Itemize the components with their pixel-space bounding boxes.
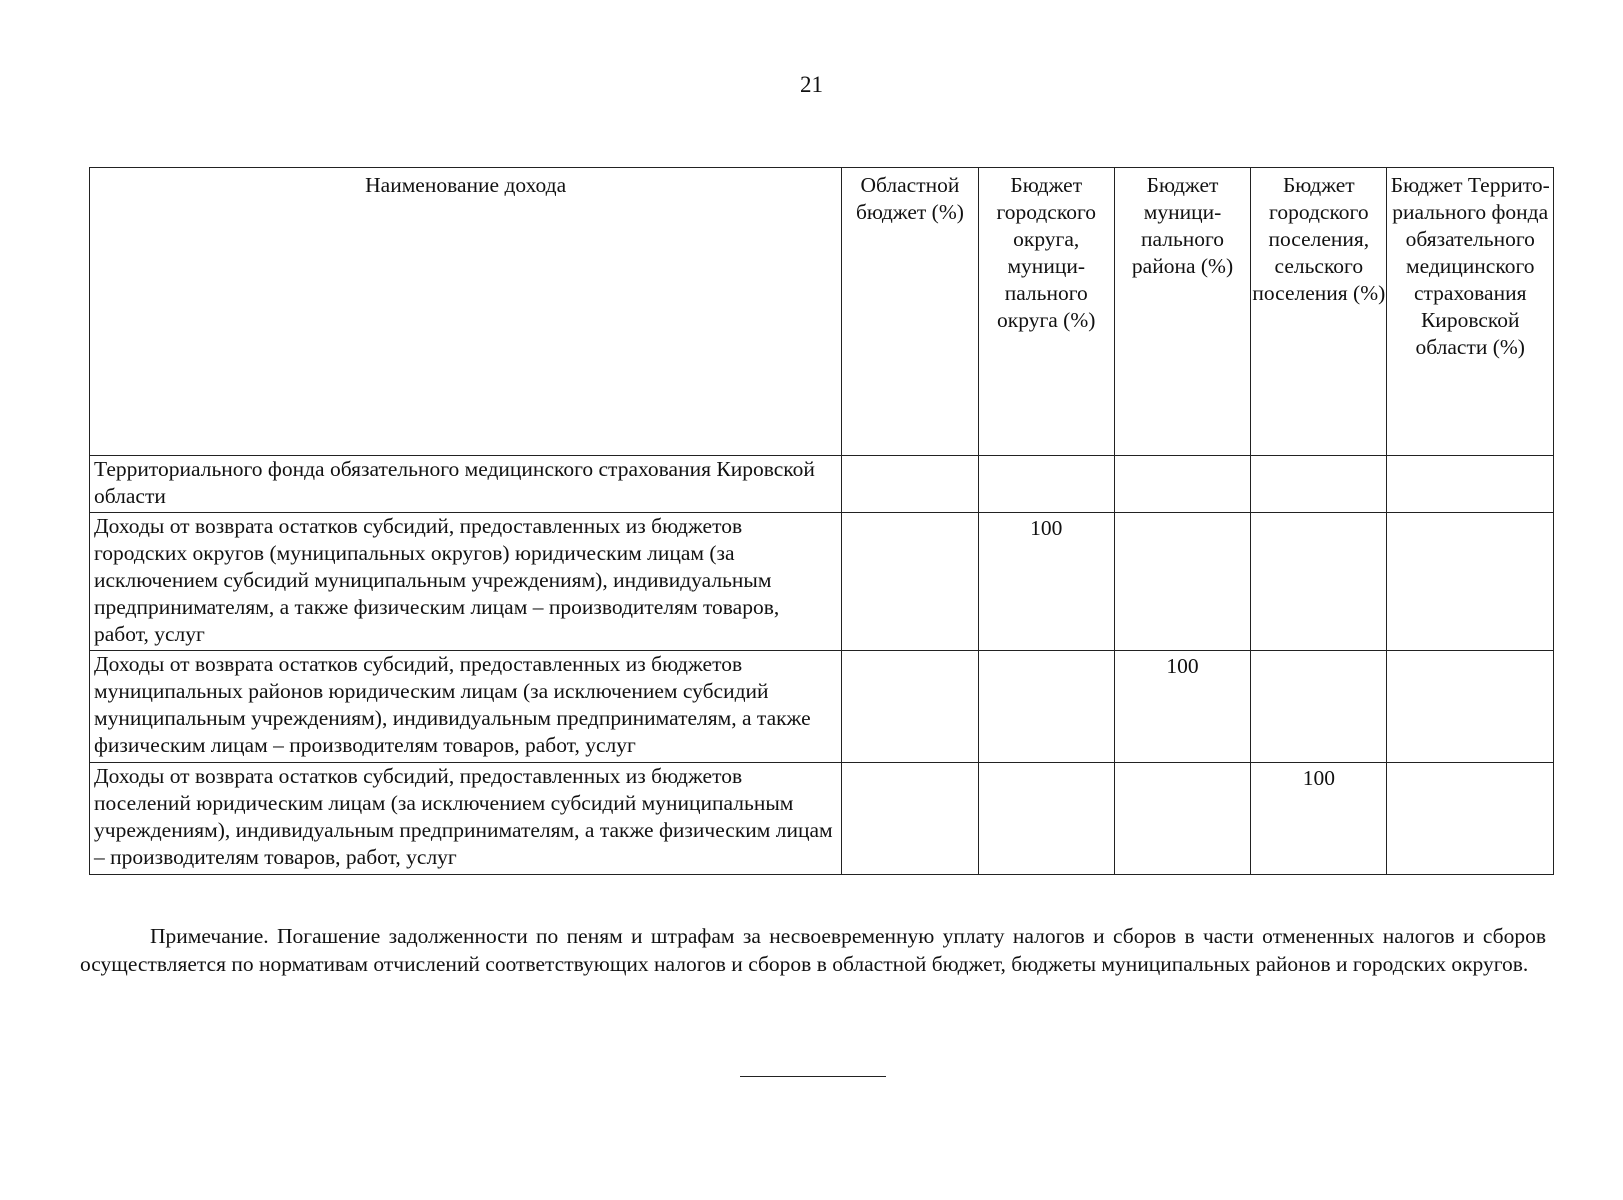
table-row xyxy=(90,456,1554,513)
value-cell xyxy=(1114,763,1250,875)
end-divider xyxy=(740,1076,886,1077)
value-cell xyxy=(1387,456,1554,513)
income-name-cell: Доходы от возврата остатков субсидий, предоставленных из бюджетов поселений юридическим лицам (за исключением субсидий муниципальным учреждениям), индивидуальным предпринимателям, а также физическим лицам – производителям товаров, работ, услуг xyxy=(90,763,842,875)
value-cell xyxy=(1251,513,1387,651)
value-cell: 100 xyxy=(978,513,1114,651)
income-name-cell: Доходы от возврата остатков субсидий, предоставленных из бюджетов городских округов (муниципальных округов) юридическим лицам (за исключением субсидий муниципальным учреждениям), индивидуальным предпринимателям, а также физическим лицам – производителям товаров, работ, услуг xyxy=(90,513,842,651)
value-cell xyxy=(1387,513,1554,651)
value-cell xyxy=(978,763,1114,875)
header-medical-insurance-fund-budget: Бюджет Террито-риального фонда обязательного медицинского страхования Кировской области (%) xyxy=(1387,168,1554,456)
income-name-cell: Территориального фонда обязательного медицинского страхования Кировской области xyxy=(90,456,842,513)
table-row xyxy=(90,651,1554,763)
page-number: 21 xyxy=(800,72,823,97)
header-income-name: Наименование дохода xyxy=(90,168,842,456)
table-row xyxy=(90,513,1554,651)
income-name-cell: Доходы от возврата остатков субсидий, предоставленных из бюджетов муниципальных районов юридическим лицам (за исключением субсидий муниципальным учреждениям), индивидуальным предпринимателям, а также физическим лицам – производителям товаров, работ, услуг xyxy=(90,651,842,763)
value-cell xyxy=(842,513,978,651)
table-row xyxy=(90,763,1554,875)
value-cell xyxy=(842,763,978,875)
value-cell xyxy=(1387,651,1554,763)
value-cell xyxy=(1251,651,1387,763)
value-cell xyxy=(1114,513,1250,651)
footnote-paragraph: Примечание. Погашение задолженности по пеням и штрафам за несвоевременную уплату налогов и сборов в части отмененных налогов и сборов осуществляется по нормативам отчислений соответствующих налогов и сборов в областной бюджет, бюджеты муниципальных районов и городских округов. xyxy=(80,923,1546,976)
header-municipal-district-budget: Бюджет муници-пального района (%) xyxy=(1114,168,1250,456)
header-regional-budget: Областной бюджет (%) xyxy=(842,168,978,456)
value-cell xyxy=(978,456,1114,513)
value-cell xyxy=(1251,456,1387,513)
header-city-district-budget: Бюджет городского округа, муници-пального округа (%) xyxy=(978,168,1114,456)
value-cell xyxy=(842,456,978,513)
value-cell xyxy=(842,651,978,763)
header-settlement-budget: Бюджет городского поселения, сельского поселения (%) xyxy=(1251,168,1387,456)
table-header-row xyxy=(90,168,1554,456)
value-cell xyxy=(978,651,1114,763)
income-distribution-table xyxy=(89,167,1554,875)
value-cell: 100 xyxy=(1251,763,1387,875)
value-cell: 100 xyxy=(1114,651,1250,763)
value-cell xyxy=(1114,456,1250,513)
value-cell xyxy=(1387,763,1554,875)
